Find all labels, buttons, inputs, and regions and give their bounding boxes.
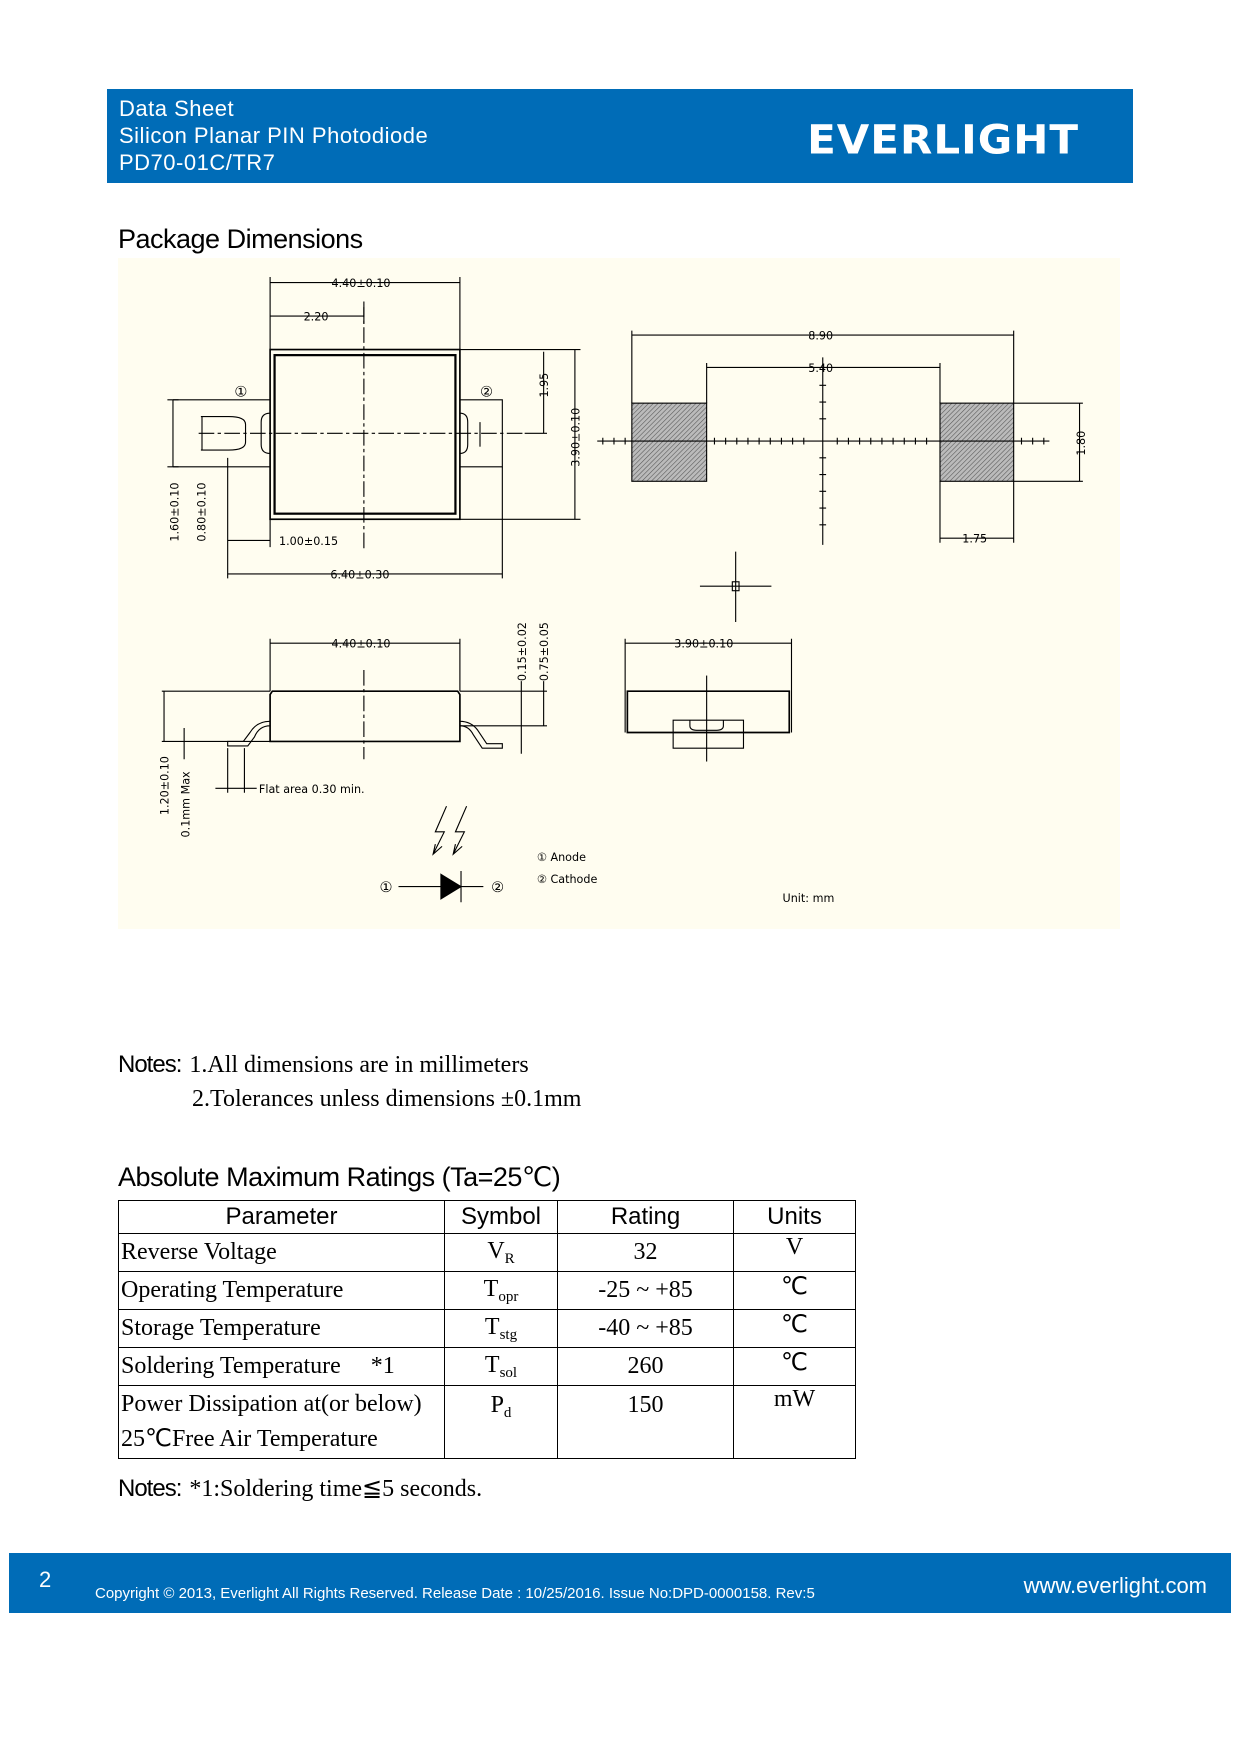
copyright-text: Copyright © 2013, Everlight All Rights Reserved. Release Date : 10/25/2016. Issue No:DPD-0000158. Rev:5 (95, 1585, 815, 1602)
dim-top-width: 4.40±0.10 (331, 277, 391, 291)
pin1-label: ① (234, 384, 248, 401)
col-parameter: Parameter (119, 1201, 445, 1234)
col-symbol: Symbol (445, 1201, 558, 1234)
pin2-label: ② (479, 384, 493, 401)
symbol-cell (445, 1386, 558, 1459)
notes-block (118, 1051, 529, 1079)
dim-pad-180: 1.80 (1075, 430, 1089, 456)
rating-cell: 150 (558, 1386, 734, 1459)
unit-cell: ℃ (734, 1310, 856, 1348)
dim-pad-540: 5.40 (808, 361, 834, 375)
unit-label: Unit: mm (782, 892, 835, 906)
ratings-notes (118, 1474, 482, 1503)
dim-lead-160: 1.60±0.10 (168, 482, 182, 542)
table-row (119, 1348, 856, 1386)
end-view (625, 639, 791, 762)
unit-cell: ℃ (734, 1348, 856, 1386)
dim-side-015: 0.15±0.02 (515, 622, 529, 682)
rating-cell: -40 ~ +85 (558, 1310, 734, 1348)
symbol-sub: stg (499, 1326, 518, 1343)
page-number: 2 (39, 1567, 52, 1592)
dim-side-120: 1.20±0.10 (158, 756, 172, 816)
symbol-sub: d (503, 1405, 512, 1421)
dim-pad-890: 8.90 (808, 329, 834, 343)
table-row (119, 1310, 856, 1348)
photodiode-symbol (398, 806, 483, 902)
symbol: T (483, 1275, 499, 1302)
symbol-sub: opr (498, 1288, 519, 1305)
parameter-cell: Soldering Temperature *1 (119, 1348, 445, 1386)
rating-cell: 260 (558, 1348, 734, 1386)
dim-lead-080: 0.80±0.10 (195, 482, 209, 542)
dim-pad-175: 1.75 (962, 532, 988, 546)
side-view (162, 639, 547, 793)
dim-half-width: 2.20 (303, 310, 329, 324)
ratings-notes-label: Notes: (118, 1475, 182, 1502)
notes-label: Notes: (118, 1051, 182, 1078)
top-view (167, 277, 583, 578)
parameter-cell (119, 1386, 445, 1459)
top-view-labels (169, 277, 583, 581)
website-link[interactable]: www.everlight.com (1023, 1573, 1207, 1598)
rating-cell: -25 ~ +85 (558, 1272, 734, 1310)
everlight-logo: EVERLIGHT (807, 116, 1079, 163)
legend-cathode: ② Cathode (536, 873, 598, 887)
ratings-table (118, 1200, 856, 1459)
symbol: P (490, 1392, 504, 1418)
footer-banner (9, 1553, 1231, 1613)
table-row (119, 1272, 856, 1310)
part-number: PD70-01C/TR7 (119, 150, 276, 175)
parameter-line-1: Power Dissipation at(or below) (121, 1391, 422, 1417)
symbol: T (484, 1313, 500, 1340)
dim-side-width: 4.40±0.10 (331, 637, 391, 651)
symbol-cell (445, 1272, 558, 1310)
note-2: 2.Tolerances unless dimensions ±0.1mm (192, 1086, 582, 1112)
package-dimensions-title: Package Dimensions (118, 224, 363, 254)
product-description: Silicon Planar PIN Photodiode (119, 123, 429, 148)
dim-side-075: 0.75±0.05 (538, 622, 552, 682)
unit-cell: ℃ (734, 1272, 856, 1310)
dim-total-640: 6.40±0.30 (330, 568, 390, 582)
table-row (119, 1234, 856, 1272)
side-view-labels (159, 622, 552, 837)
ratings-note-1: *1:Soldering time≦5 seconds. (189, 1476, 483, 1502)
symbol-cell (445, 1310, 558, 1348)
header-banner (107, 89, 1133, 183)
parameter-cell: Operating Temperature (119, 1272, 445, 1310)
parameter-cell: Storage Temperature (119, 1310, 445, 1348)
rating-cell: 32 (558, 1234, 734, 1272)
parameter-line-2: 25℃Free Air Temperature (121, 1426, 378, 1452)
table-row (119, 1386, 856, 1459)
symbol-pin1: ① (379, 880, 393, 897)
flat-area-note: Flat area 0.30 min. (258, 782, 365, 796)
symbol-sub: R (504, 1250, 515, 1267)
symbol-cell (445, 1234, 558, 1272)
symbol-sub: sol (499, 1364, 518, 1381)
dim-side-01max: 0.1mm Max (179, 771, 193, 838)
note-1: 1.All dimensions are in millimeters (189, 1052, 529, 1078)
unit-cell: mW (734, 1386, 856, 1459)
dim-lead-100: 1.00±0.15 (279, 534, 339, 548)
dim-end-width: 3.90±0.10 (674, 637, 734, 651)
package-drawing (118, 258, 1120, 929)
unit-cell: V (734, 1234, 856, 1272)
col-rating: Rating (558, 1201, 734, 1234)
table-header-row (119, 1201, 856, 1234)
symbol-cell (445, 1348, 558, 1386)
legend-anode: ① Anode (536, 850, 586, 864)
parameter-cell: Reverse Voltage (119, 1234, 445, 1272)
ratings-title: Absolute Maximum Ratings (Ta=25℃) (118, 1162, 561, 1192)
symbol: T (484, 1351, 500, 1378)
col-units: Units (734, 1201, 856, 1234)
doc-type: Data Sheet (119, 96, 235, 121)
pad-layout (597, 331, 1083, 622)
symbol: V (487, 1237, 505, 1264)
dim-height-390: 3.90±0.10 (569, 407, 583, 467)
symbol-pin2: ② (491, 880, 505, 897)
dim-195: 1.95 (538, 372, 552, 398)
